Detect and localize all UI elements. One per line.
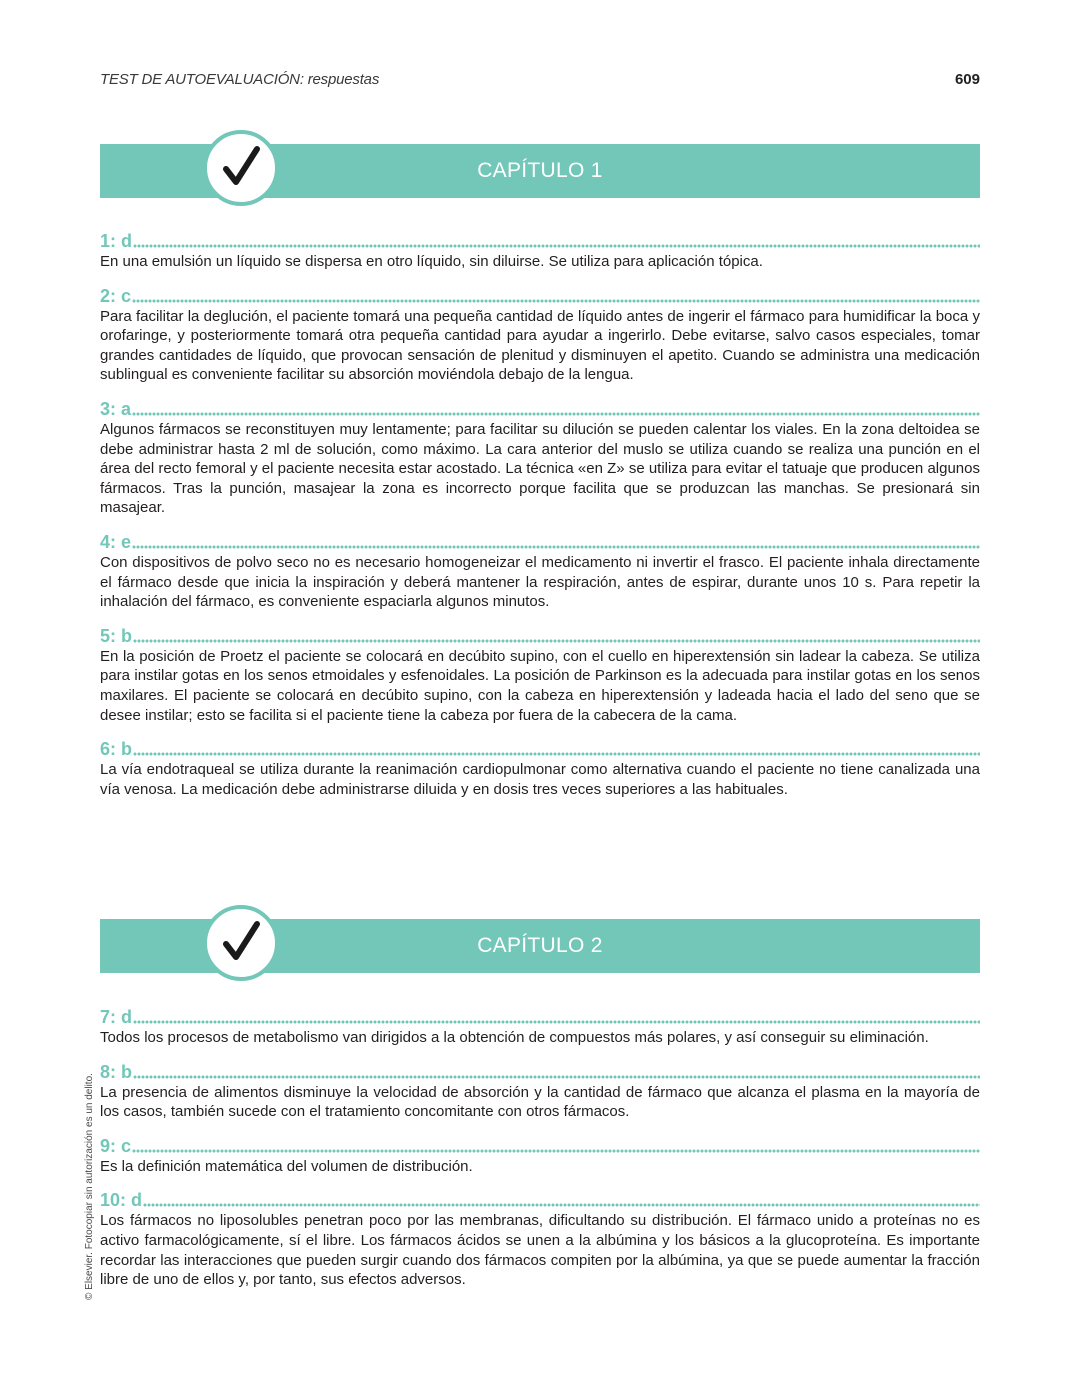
answer-list (100, 1006, 980, 1303)
copyright-notice: © Elsevier. Fotocopiar sin autorización es un delito. (84, 1073, 95, 1300)
page-header (100, 68, 980, 90)
running-head: TEST DE AUTOEVALUACIÓN: respuestas (100, 70, 380, 88)
answer-code: 8: b (100, 1061, 133, 1082)
answer-key (100, 625, 980, 647)
chapter-banner (100, 919, 980, 973)
answer-explanation: La presencia de alimentos disminuye la velocidad de absorción y la cantidad de fármaco que alcanza el plasma en la mayoría de los casos, también sucede con el tratamiento concomitante con otros fármacos. (100, 1083, 980, 1121)
dotted-leader (132, 299, 980, 303)
answer-item (100, 1189, 980, 1289)
answer-item (100, 1006, 980, 1048)
answer-list (100, 230, 980, 812)
answer-key (100, 531, 980, 553)
answer-explanation: Con dispositivos de polvo seco no es necesario homogeneizar el medicamento ni invertir el frasco. El paciente inhala directamente el fármaco desde que inicia la inspiración y deberá mantener la respiración, antes de espirar, durante unos 10 s. Para repetir la inhalación del fármaco, es conveniente espaciarla algunos minutos. (100, 553, 980, 611)
chapter-banner (100, 144, 980, 198)
answer-code: 5: b (100, 625, 133, 646)
page-number: 609 (954, 70, 980, 88)
chapter-title: CAPÍTULO 1 (477, 159, 603, 182)
answer-item (100, 625, 980, 725)
answer-item (100, 285, 980, 385)
answer-item (100, 531, 980, 612)
answer-explanation: En una emulsión un líquido se dispersa en otro líquido, sin diluirse. Se utiliza para aplicación tópica. (100, 253, 763, 270)
answer-code: 3: a (100, 398, 132, 419)
answer-explanation: En la posición de Proetz el paciente se colocará en decúbito supino, con el cuello en hiperextensión sin ladear la cabeza. Se utiliza para instilar gotas en los senos etmoidales y esfenoidales. La posición de Parkinson es la adecuada para instilar gotas en los senos maxilares. El paciente se colocará en decúbito supino, con la cabeza en hiperextensión y ladeada hacia el lado del seno que se desee instilar; esto se facilita si el paciente tiene la cabeza por fuera de la cabecera de la cama. (100, 647, 980, 724)
dotted-leader (133, 1075, 980, 1079)
answer-key (100, 398, 980, 420)
answer-code: 4: e (100, 531, 132, 552)
dotted-leader (143, 1203, 980, 1207)
dotted-leader (132, 1149, 980, 1153)
answer-code: 9: c (100, 1135, 132, 1156)
dotted-leader (133, 639, 980, 643)
answer-explanation: La vía endotraqueal se utiliza durante la reanimación cardiopulmonar como alternativa cuando el paciente no tiene canalizada una vía venosa. La medicación debe administrarse diluida y en dosis tres veces superiores a las habituales. (100, 761, 980, 798)
answer-item (100, 230, 980, 272)
answer-explanation: Es la definición matemática del volumen de distribución. (100, 1157, 473, 1175)
answer-explanation: Los fármacos no liposolubles penetran poco por las membranas, dificultando su distribución. El fármaco unido a proteínas no es activo farmacológicamente, sí el libre. Los fármacos ácidos se unen a la albúmina y los básicos a la glucoproteína. Es importante recordar las interacciones que pueden surgir cuando dos fármacos compiten por la albúmina, ya que se puede aumentar la fracción libre de uno de ellos y, por tanto, sus efectos adversos. (100, 1212, 980, 1289)
dotted-leader (133, 244, 980, 248)
answer-explanation: Algunos fármacos se reconstituyen muy lentamente; para facilitar su dilución se pueden calentar los viales. En la zona deltoidea se debe administrar hasta 2 ml de solución, como máximo. La cara anterior del muslo se utiliza cuando se realiza una punción en el área del recto femoral y el paciente necesita estar acostado. La técnica «en Z» se utiliza para evitar el tatuaje que producen algunos fármacos. Tras la punción, masajear la zona es incorrecto porque facilita que se produzcan las manchas. Se presionará sin masajear. (100, 420, 980, 517)
dotted-leader (132, 412, 980, 416)
chapter-title: CAPÍTULO 2 (477, 934, 603, 957)
answer-key (100, 285, 980, 307)
answer-item (100, 1135, 980, 1177)
answer-code: 10: d (100, 1190, 143, 1211)
answer-item (100, 738, 980, 799)
answer-key (100, 230, 980, 252)
answer-explanation: Todos los procesos de metabolismo van dirigidos a la obtención de compuestos más polares, y así conseguir su eliminación. (100, 1029, 929, 1046)
dotted-leader (132, 545, 980, 549)
answer-key (100, 1061, 980, 1083)
answer-key (100, 1189, 980, 1211)
dotted-leader (133, 1020, 980, 1024)
answer-key (100, 1135, 980, 1157)
answer-code: 1: d (100, 231, 133, 251)
answer-key (100, 738, 980, 760)
answer-code: 7: d (100, 1007, 133, 1027)
answer-key (100, 1006, 980, 1028)
answer-code: 6: b (100, 739, 133, 760)
answer-code: 2: c (100, 285, 132, 306)
dotted-leader (133, 752, 980, 756)
answer-item (100, 1061, 980, 1122)
answer-explanation: Para facilitar la deglución, el paciente tomará una pequeña cantidad de líquido antes de ingerir el fármaco para humidificar la boca y orofaringe, y posteriormente tomará otra pequeña cantidad para ayudar a ingerirlo. Debe evitarse, salvo casos especiales, tomar grandes cantidades de líquido, que provocan sensación de plenitud y disminuyen el apetito. Cuando se administra una medicación sublingual es conveniente facilitar su absorción moviéndola debajo de la lengua. (100, 307, 980, 384)
answer-item (100, 398, 980, 518)
